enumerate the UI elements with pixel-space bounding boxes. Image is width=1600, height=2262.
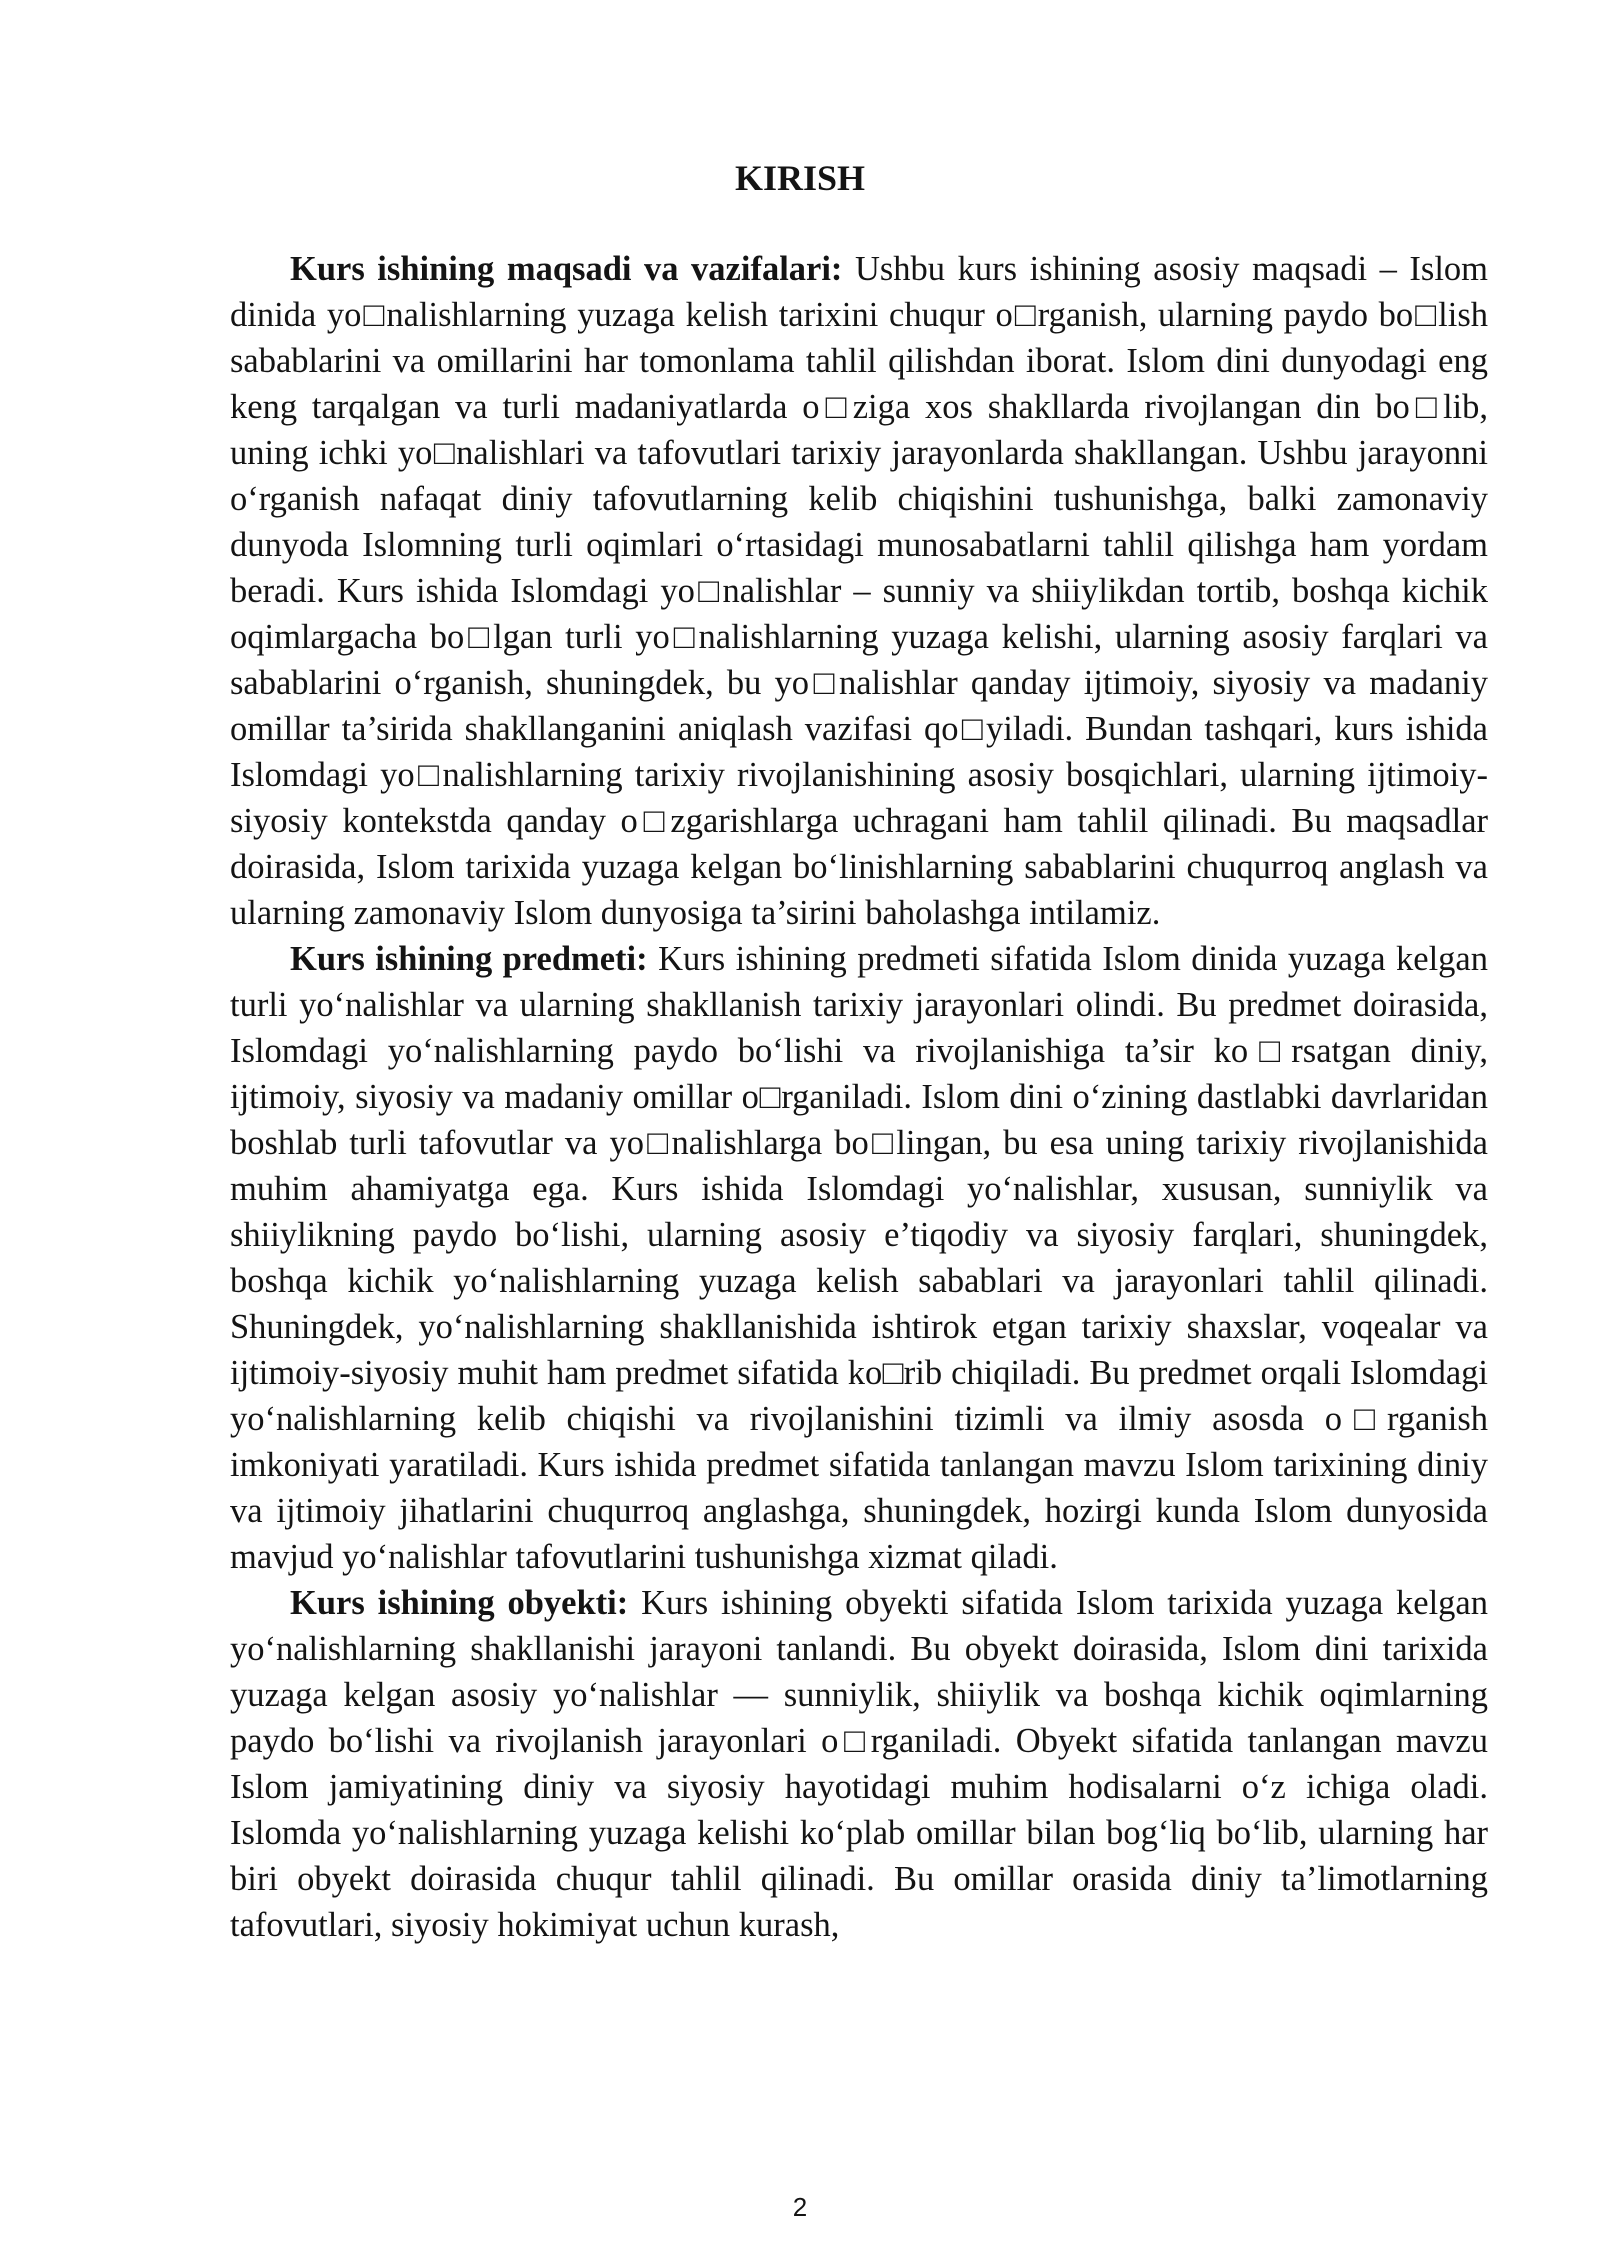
paragraph-goals: [230, 246, 1488, 936]
paragraph-text: Kurs ishining obyekti sifatida Islom tarixida yuzaga kelgan yo‘nalishlarning shakllanishi jarayoni tanlandi. Bu obyekt doirasida, Islom dini tarixida yuzaga kelgan asosiy yo‘nalishlar — sunniylik, shiiylik va boshqa kichik oqimlarning paydo bo‘lishi va rivojlanish jarayonlari o□rganiladi. Obyekt sifatida tanlangan mavzu Islom jamiyatining diniy va siyosiy hayotidagi muhim hodisalarni o‘z ichiga oladi. Islomda yo‘nalishlarning yuzaga kelishi ko‘plab omillar bilan bog‘liq bo‘lib, ularning har biri obyekt doirasida chuqur tahlil qilinadi. Bu omillar orasida diniy ta’limotlarning tafovutlari, siyosiy hokimiyat uchun kurash,: [230, 1584, 1488, 1944]
paragraph-subject: [230, 936, 1488, 1580]
page-number: 2: [792, 2192, 808, 2222]
paragraph-lead: Kurs ishining obyekti:: [290, 1584, 629, 1622]
document-body: [230, 246, 1488, 1948]
paragraph-lead: Kurs ishining maqsadi va vazifalari:: [290, 250, 843, 288]
paragraph-lead: Kurs ishining predmeti:: [290, 940, 648, 978]
paragraph-text: Ushbu kurs ishining asosiy maqsadi – Islom dinida yo□nalishlarning yuzaga kelish tarixini chuqur o□rganish, ularning paydo bo□lish sabablarini va omillarini har tomonlama tahlil qilishdan iborat. Islom dini dunyodagi eng keng tarqalgan va turli madaniyatlarda o□ziga xos shakllarda rivojlangan din bo□lib, uning ichki yo□nalishlari va tafovutlari tarixiy jarayonlarda shakllangan. Ushbu jarayonni o‘rganish nafaqat diniy tafovutlarning kelib chiqishini tushunishga, balki zamonaviy dunyoda Islomning turli oqimlari o‘rtasidagi munosabatlarni tahlil qilishga ham yordam beradi. Kurs ishida Islomdagi yo□nalishlar – sunniy va shiiylikdan tortib, boshqa kichik oqimlargacha bo□lgan turli yo□nalishlarning yuzaga kelishi, ularning asosiy farqlari va sabablarini o‘rganish, shuningdek, bu yo□nalishlar qanday ijtimoiy, siyosiy va madaniy omillar ta’sirida shakllanganini aniqlash vazifasi qo□yiladi. Bundan tashqari, kurs ishida Islomdagi yo□nalishlarning tarixiy rivojlanishining asosiy bosqichlari, ularning ijtimoiy-siyosiy kontekstda qanday o□zgarishlarga uchragani ham tahlil qilinadi. Bu maqsadlar doirasida, Islom tarixida yuzaga kelgan bo‘linishlarning sabablarini chuqurroq anglash va ularning zamonaviy Islom dunyosiga ta’sirini baholashga intilamiz.: [230, 250, 1488, 932]
paragraph-object: [230, 1580, 1488, 1948]
paragraph-text: Kurs ishining predmeti sifatida Islom dinida yuzaga kelgan turli yo‘nalishlar va ularning shakllanish tarixiy jarayonlari olindi. Bu predmet doirasida, Islomdagi yo‘nalishlarning paydo bo‘lishi va rivojlanishiga ta’sir ko□rsatgan diniy, ijtimoiy, siyosiy va madaniy omillar o□rganiladi. Islom dini o‘zining dastlabki davrlaridan boshlab turli tafovutlar va yo□nalishlarga bo□lingan, bu esa uning tarixiy rivojlanishida muhim ahamiyatga ega. Kurs ishida Islomdagi yo‘nalishlar, xususan, sunniylik va shiiylikning paydo bo‘lishi, ularning asosiy e’tiqodiy va siyosiy farqlari, shuningdek, boshqa kichik yo‘nalishlarning yuzaga kelish sabablari va jarayonlari tahlil qilinadi. Shuningdek, yo‘nalishlarning shakllanishida ishtirok etgan tarixiy shaxslar, voqealar va ijtimoiy-siyosiy muhit ham predmet sifatida ko□rib chiqiladi. Bu predmet orqali Islomdagi yo‘nalishlarning kelib chiqishi va rivojlanishini tizimli va ilmiy asosda o□rganish imkoniyati yaratiladi. Kurs ishida predmet sifatida tanlangan mavzu Islom tarixining diniy va ijtimoiy jihatlarini chuqurroq anglashga, shuningdek, hozirgi kunda Islom dunyosida mavjud yo‘nalishlar tafovutlarini tushunishga xizmat qiladi.: [230, 940, 1488, 1576]
page-title: KIRISH: [734, 158, 866, 198]
